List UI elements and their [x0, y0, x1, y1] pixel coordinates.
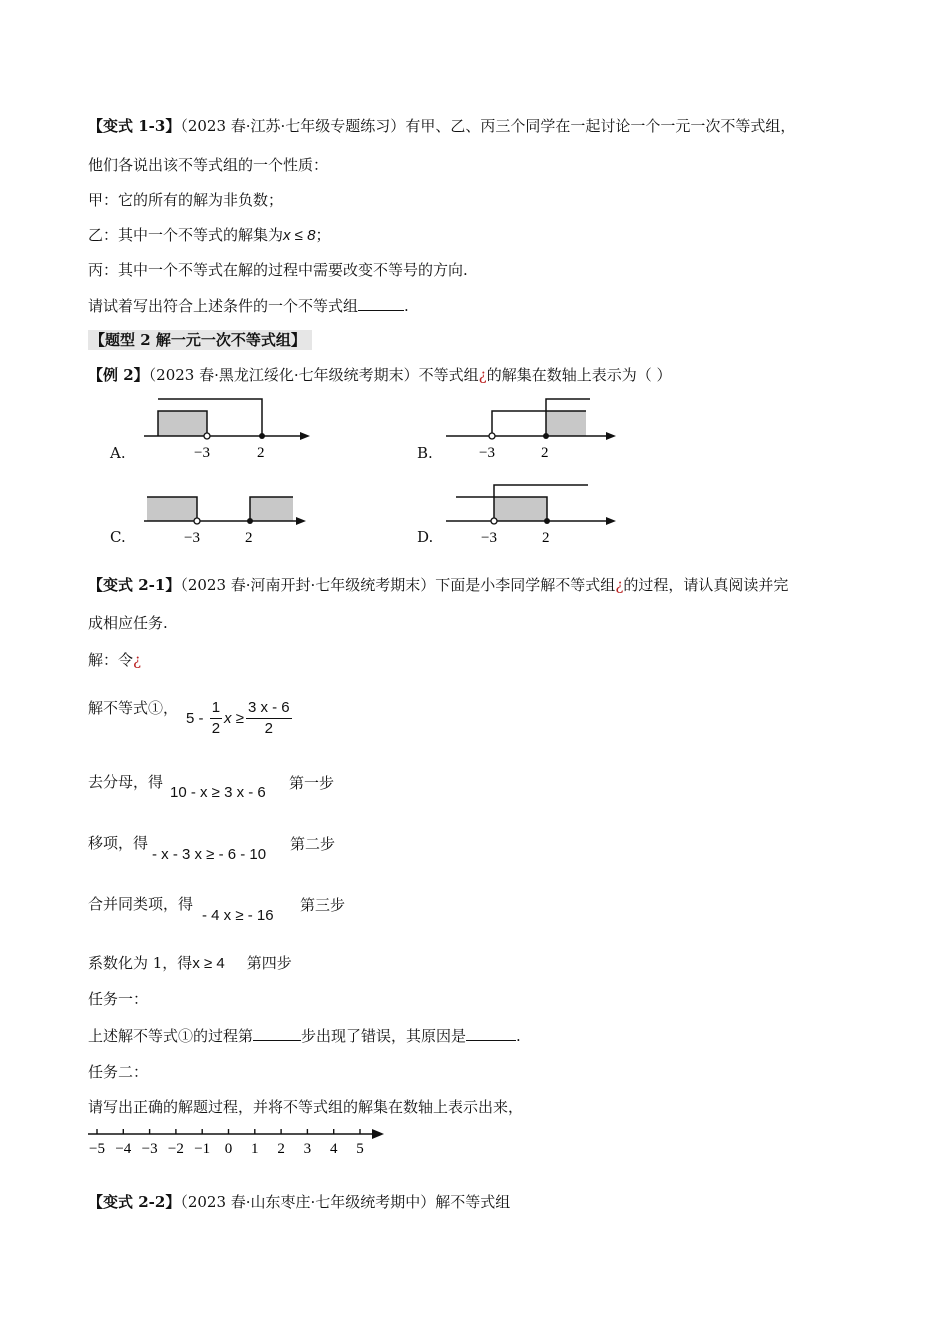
task-1-text-a: 上述解不等式①的过程第	[88, 1027, 254, 1045]
option-b-open-dot	[489, 433, 495, 439]
step-2-prefix: 移项，得	[88, 834, 149, 852]
step-0-label: 解不等式①，	[88, 699, 179, 717]
step-2-label: 第二步	[290, 835, 336, 853]
option-c-number-line[interactable]	[140, 478, 320, 553]
step-2-math: - x - 3 x ≥ - 6 - 10	[152, 846, 267, 863]
option-c-solid-dot	[247, 518, 253, 524]
answer-axis-arrow	[372, 1129, 384, 1139]
answer-axis-label: 4	[329, 1141, 338, 1157]
option-a-label[interactable]: A.	[110, 444, 126, 462]
option-d-label[interactable]: D.	[417, 528, 434, 546]
variant-1-3-tag: 【变式 1-3】	[88, 117, 181, 135]
step-0-frac-2-den: 2	[264, 720, 273, 737]
missing-formula-mark-2: ¿	[615, 576, 624, 594]
task-2-body: 请写出正确的解题过程，并将不等式组的解集在数轴上表示出来，	[88, 1098, 524, 1116]
option-b-arrow	[606, 432, 616, 440]
task-2-title: 任务二：	[88, 1063, 149, 1081]
variant-1-3-line-1	[88, 116, 795, 136]
option-c-arrow	[296, 517, 306, 525]
example-2-tag: 【例 2】	[88, 366, 149, 384]
example-2-stem	[88, 365, 671, 385]
step-3-math: - 4 x ≥ - 16	[202, 907, 274, 924]
step-4-prefix: 系数化为 1，得	[88, 954, 193, 972]
variant-2-2-text: （2023 春·山东枣庄·七年级统考期中）解不等式组	[180, 1193, 511, 1211]
step-0-formula	[186, 698, 294, 739]
task-1-body	[88, 1026, 521, 1046]
option-d-shade	[494, 497, 547, 521]
variant-2-1-line-2: 成相应任务.	[88, 614, 168, 632]
option-d-tick-1: −3	[481, 530, 497, 546]
step-1-label: 第一步	[289, 774, 335, 792]
variant-2-1-text-b: 的过程，请认真阅读并完	[623, 576, 789, 594]
question-period: .	[404, 297, 409, 315]
answer-axis-label: −5	[89, 1141, 105, 1157]
option-a-shade	[158, 411, 207, 436]
option-b-tick-2: 2	[541, 445, 549, 461]
statement-yi-math: x ≤ 8	[283, 227, 316, 244]
answer-axis-label: 5	[356, 1141, 364, 1157]
answer-axis-label: −1	[194, 1141, 211, 1157]
answer-number-line[interactable]	[84, 1124, 394, 1160]
step-0-frac-1-den: 2	[211, 720, 221, 737]
step-0-mid: x ≥	[224, 710, 244, 727]
step-4-math: x ≥ 4	[192, 955, 225, 972]
option-a-arrow	[300, 432, 310, 440]
option-a-tick-1: −3	[194, 445, 210, 461]
step-0-frac-2	[246, 698, 292, 739]
variant-2-1-tag: 【变式 2-1】	[88, 576, 181, 594]
example-2-text-a: （2023 春·黑龙江绥化·七年级统考期末）不等式组	[148, 366, 479, 384]
variant-1-3-line-2: 他们各说出该不等式组的一个性质：	[88, 156, 329, 174]
task-1-text-b: 步出现了错误，其原因是	[301, 1027, 467, 1045]
example-2-text-b: 的解集在数轴上表示为（ ）	[486, 366, 672, 384]
task-1-text-c: .	[516, 1027, 521, 1045]
variant-1-3-source: （2023 春·江苏·七年级专题练习）	[180, 117, 406, 135]
step-4	[88, 953, 292, 974]
option-a-tick-2: 2	[257, 445, 265, 461]
variant-2-2-line	[88, 1192, 510, 1212]
step-1-math: 10 - x ≥ 3 x - 6	[170, 784, 266, 801]
missing-formula-mark: ¿	[478, 366, 487, 384]
option-b-number-line[interactable]	[440, 392, 625, 467]
solution-intro	[88, 650, 141, 670]
option-a-number-line[interactable]	[140, 392, 320, 467]
variant-2-2-tag: 【变式 2-2】	[88, 1193, 181, 1211]
variant-2-1-line-1	[88, 575, 788, 595]
section-heading: 【题型 2 解一元一次不等式组】	[88, 330, 312, 350]
option-b-solid-dot	[543, 433, 549, 439]
step-0-frac-1-num: 1	[210, 698, 222, 719]
option-c-shade-right	[250, 497, 293, 521]
missing-formula-mark-3: ¿	[133, 651, 142, 669]
option-d-open-dot	[491, 518, 497, 524]
option-b-label[interactable]: B.	[417, 444, 433, 462]
step-3-label: 第三步	[300, 896, 346, 914]
option-d-tick-2: 2	[542, 530, 550, 546]
task-1-blank-reason[interactable]	[466, 1040, 516, 1041]
answer-axis-label: 1	[251, 1141, 259, 1157]
step-3-prefix: 合并同类项，得	[88, 895, 194, 913]
variant-1-3-text: 有甲、乙、丙三个同学在一起讨论一个一元一次不等式组，	[405, 117, 796, 135]
statement-jia: 甲：它的所有的解为非负数；	[88, 191, 284, 209]
statement-yi-text: 乙：其中一个不等式的解集为	[88, 226, 284, 244]
step-0-frac-2-num: 3 x - 6	[246, 698, 292, 719]
question-text: 请试着写出符合上述条件的一个不等式组	[88, 297, 359, 315]
option-d-number-line[interactable]	[440, 478, 625, 553]
option-d-arrow	[606, 517, 616, 525]
option-c-label[interactable]: C.	[110, 528, 126, 546]
option-c-tick-2: 2	[245, 530, 253, 546]
answer-axis-label: −4	[115, 1141, 132, 1157]
solution-intro-text: 解：令	[88, 651, 134, 669]
answer-blank[interactable]	[358, 310, 404, 311]
task-1-title: 任务一：	[88, 990, 149, 1008]
task-1-blank-step[interactable]	[253, 1040, 301, 1041]
answer-axis-label: −2	[167, 1141, 184, 1157]
answer-axis-label: −3	[141, 1141, 158, 1157]
variant-2-1-text-a: （2023 春·河南开封·七年级统考期末）下面是小李同学解不等式组	[180, 576, 616, 594]
answer-axis-label: 2	[277, 1141, 285, 1157]
step-0-frac-1	[210, 698, 222, 739]
option-d-solid-dot	[544, 518, 550, 524]
step-1-prefix: 去分母，得	[88, 773, 164, 791]
option-c-tick-1: −3	[184, 530, 200, 546]
option-c-shade-left	[147, 497, 197, 521]
variant-1-3-question	[88, 296, 409, 316]
answer-axis-label: 3	[303, 1141, 312, 1157]
step-0-lhs: 5 -	[186, 710, 208, 727]
statement-yi-suffix: ；	[315, 226, 331, 244]
statement-yi	[88, 225, 330, 246]
option-b-shade	[546, 411, 586, 436]
option-c-open-dot	[194, 518, 200, 524]
step-4-label: 第四步	[246, 954, 292, 972]
statement-bing: 丙：其中一个不等式在解的过程中需要改变不等号的方向.	[88, 261, 468, 279]
option-b-tick-1: −3	[479, 445, 495, 461]
option-a-open-dot	[204, 433, 210, 439]
option-a-solid-dot	[259, 433, 265, 439]
answer-axis-label: 0	[224, 1141, 233, 1157]
